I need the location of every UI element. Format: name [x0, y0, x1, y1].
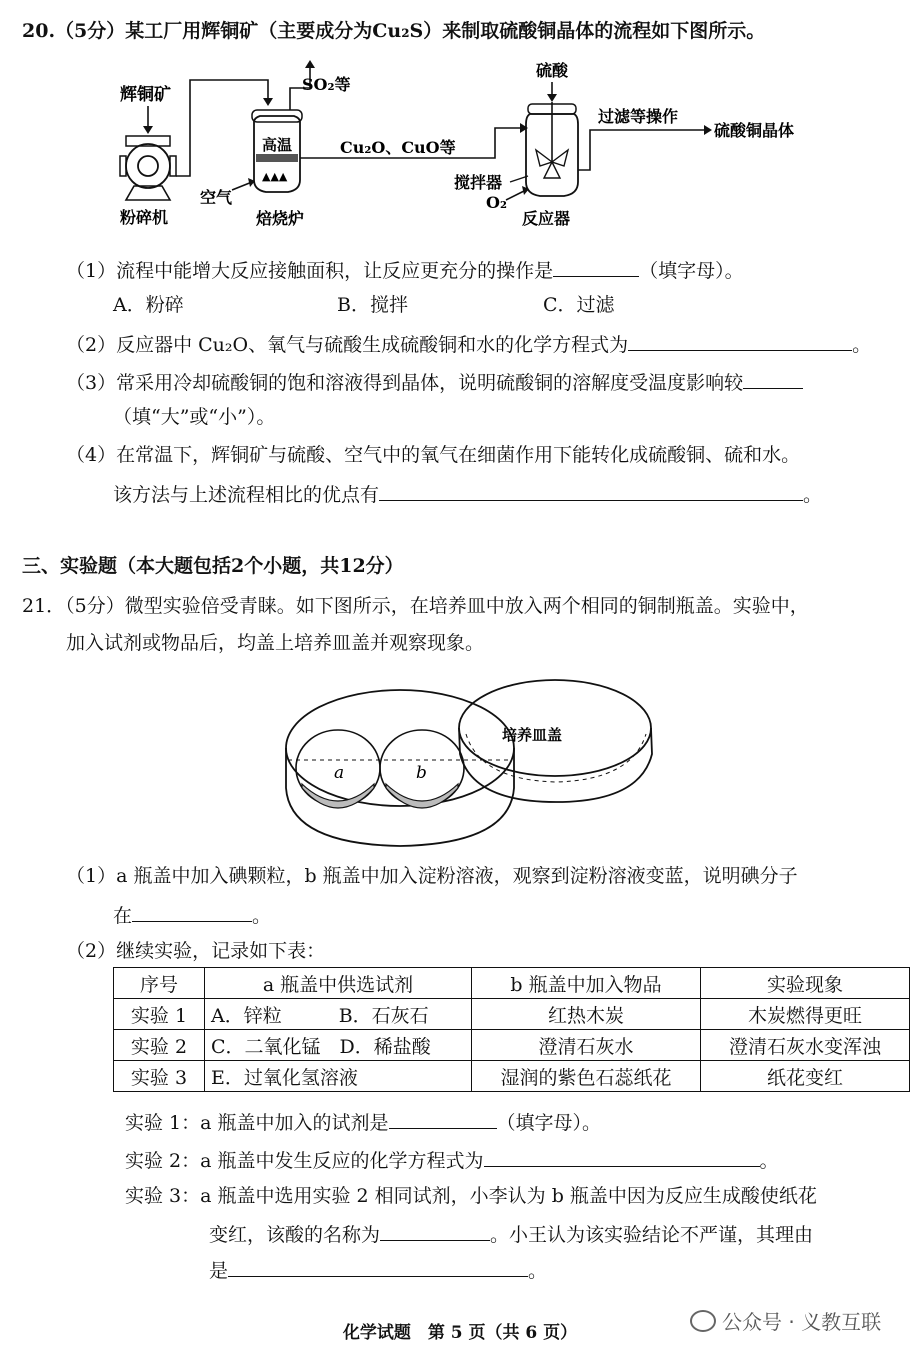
q21-exp3: 实验 3：a 瓶盖中选用实验 2 相同试剂，小李认为 b 瓶盖中因为反应生成酸使纸花	[125, 1185, 817, 1207]
cap-b-label: b	[416, 763, 427, 783]
header-cell: 实验现象	[701, 968, 910, 999]
q21-p1b: 在 。	[113, 901, 271, 929]
answer-blank-21-3[interactable]	[484, 1146, 760, 1167]
answer-blank-21-5[interactable]	[228, 1256, 528, 1277]
q21-exp3c: 是 。	[209, 1256, 547, 1284]
table-cell: 澄清石灰水变浑浊	[701, 1030, 910, 1061]
process-flow-diagram	[100, 58, 840, 243]
table-cell: 澄清石灰水	[472, 1030, 701, 1061]
petri-dish-lid	[459, 680, 652, 802]
q20-p4b: 该方法与上述流程相比的优点有 。	[113, 480, 822, 508]
acid-label: 硫酸	[536, 61, 569, 80]
crusher-machine	[120, 136, 176, 200]
table-cell: 实验 3	[114, 1061, 205, 1092]
table-row	[114, 1061, 910, 1092]
option-a: A．粉碎	[113, 294, 184, 316]
section-3-heading: 三、实验题（本大题包括2个小题，共12分）	[22, 555, 404, 577]
answer-blank-20-2[interactable]	[628, 330, 852, 351]
table-header-row	[114, 968, 910, 999]
answer-blank-21-1[interactable]	[132, 901, 252, 922]
header-cell: a 瓶盖中供选试剂	[205, 968, 472, 999]
q20-title: 20.（5分）某工厂用辉铜矿（主要成分为Cu₂S）来制取硫酸铜晶体的流程如下图所示。	[22, 20, 766, 42]
so2-label: SO₂等	[302, 75, 351, 94]
q20-p4: （4）在常温下，辉铜矿与硫酸、空气中的氧气在细菌作用下能转化成硫酸铜、硫和水。	[66, 444, 801, 466]
q21-exp1: 实验 1：a 瓶盖中加入的试剂是 （填字母）。	[125, 1108, 601, 1136]
q20-p2: （2）反应器中 Cu₂O、氧气与硫酸生成硫酸铜和水的化学方程式为 。	[66, 330, 871, 358]
option-c: C．过滤	[543, 294, 615, 316]
table-row	[114, 999, 910, 1030]
q20-p3: （3）常采用冷却硫酸铜的饱和溶液得到晶体，说明硫酸铜的溶解度受温度影响较	[66, 368, 803, 396]
q21-p1: （1）a 瓶盖中加入碘颗粒，b 瓶盖中加入淀粉溶液，观察到淀粉溶液变蓝，说明碘分子	[66, 865, 798, 887]
watermark: 公众号 · 义教互联	[690, 1306, 881, 1335]
air-label: 空气	[200, 188, 233, 207]
reactor-vessel	[526, 102, 578, 196]
q20-p1: （1）流程中能增大反应接触面积，让反应更充分的操作是 （填字母）。	[66, 256, 744, 284]
q21-title: 21．（5分）微型实验倍受青睐。如下图所示，在培养皿中放入两个相同的铜制瓶盖。实验中，	[22, 595, 809, 617]
cap-b	[380, 730, 464, 808]
table-cell: E．过氧化氢溶液	[205, 1061, 472, 1092]
o2-label: O₂	[486, 193, 507, 212]
table-cell: 红热木炭	[472, 999, 701, 1030]
crusher-label: 粉碎机	[120, 208, 169, 227]
table-cell: A．锌粒 B．石灰石	[205, 999, 472, 1030]
reactor-label: 反应器	[522, 209, 571, 228]
table-cell: 湿润的紫色石蕊纸花	[472, 1061, 701, 1092]
table-row	[114, 1030, 910, 1061]
q21-exp2: 实验 2：a 瓶盖中发生反应的化学方程式为 。	[125, 1146, 779, 1174]
q21-exp3b: 变红，该酸的名称为 。小王认为该实验结论不严谨，其理由	[209, 1220, 813, 1248]
header-cell: b 瓶盖中加入物品	[472, 968, 701, 999]
ore-label: 辉铜矿	[120, 85, 171, 105]
q20-p3b: （填“大”或“小”）。	[113, 406, 276, 428]
table-cell: 实验 1	[114, 999, 205, 1030]
table-cell: 实验 2	[114, 1030, 205, 1061]
page-footer: 化学试题 第 5 页（共 6 页）	[342, 1323, 578, 1343]
petri-dish-diagram	[280, 668, 680, 858]
answer-blank-21-4[interactable]	[380, 1220, 490, 1241]
q21-p2: （2）继续实验，记录如下表：	[66, 940, 326, 962]
furnace-label: 焙烧炉	[256, 209, 305, 228]
q21-title-2: 加入试剂或物品后，均盖上培养皿盖并观察现象。	[66, 632, 485, 654]
table-cell: 纸花变红	[701, 1061, 910, 1092]
answer-blank-20-1[interactable]	[553, 256, 639, 277]
table-cell: 木炭燃得更旺	[701, 999, 910, 1030]
experiment-table	[113, 967, 910, 1092]
table-cell: C．二氧化锰 D．稀盐酸	[205, 1030, 472, 1061]
product-label: 硫酸铜晶体	[714, 121, 795, 140]
answer-blank-21-2[interactable]	[389, 1108, 497, 1129]
furnace-high-temp: 高温	[262, 136, 293, 154]
flame-arrows: ▲▲▲	[262, 170, 288, 183]
oxides-label: Cu₂O、CuO等	[340, 138, 456, 157]
lid-label: 培养皿盖	[502, 726, 563, 744]
answer-blank-20-3[interactable]	[743, 368, 803, 389]
filter-label: 过滤等操作	[598, 107, 679, 126]
cap-a-label: a	[334, 763, 345, 783]
roasting-furnace	[252, 110, 302, 192]
stirrer-label: 搅拌器	[454, 173, 503, 192]
header-cell: 序号	[114, 968, 205, 999]
answer-blank-20-4[interactable]	[379, 480, 803, 501]
option-b: B．搅拌	[337, 294, 408, 316]
